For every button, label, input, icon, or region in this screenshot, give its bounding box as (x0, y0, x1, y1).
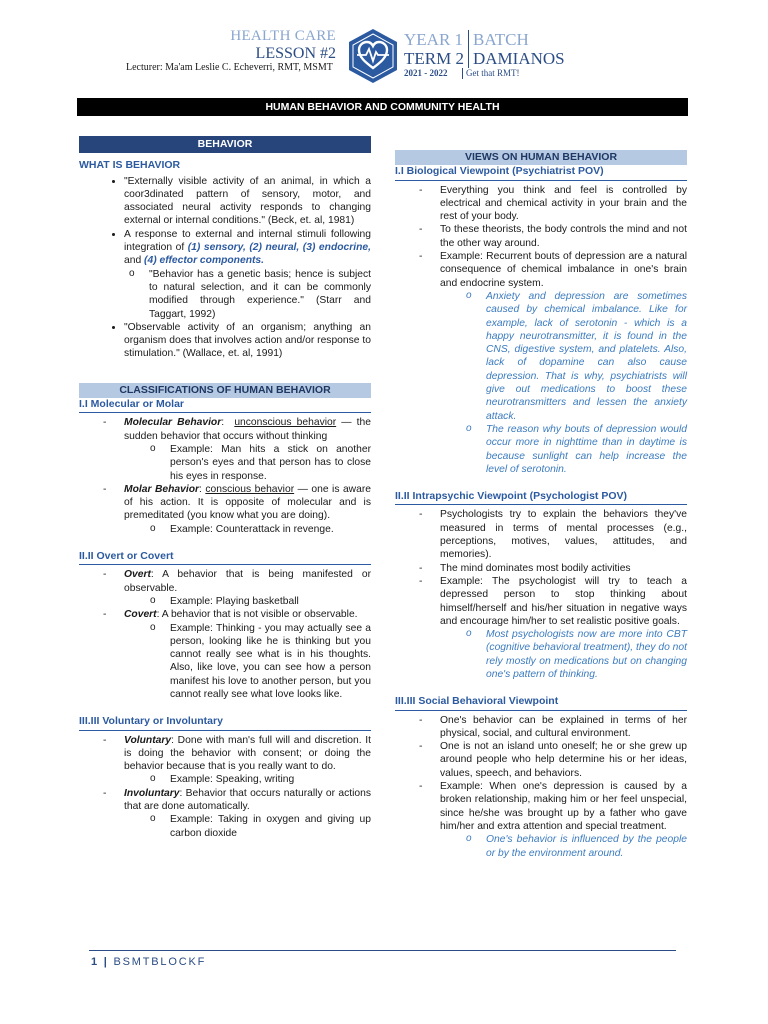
molecular-underline: unconscious behavior (234, 417, 337, 429)
footer-text: BSMTBLOCKF (113, 956, 207, 968)
definition-2-sub (124, 268, 371, 321)
covert-desc: : A behavior that is not visible or observable. (156, 609, 358, 621)
molar-item: - Molar Behavior: conscious behavior — one is aware of his action. It is opposite of molecular and is premeditated (you know what you are doing). o Example: Counterattack in revenge. (124, 483, 371, 536)
involuntary-term: Involuntary (124, 787, 180, 799)
right-column (395, 150, 687, 860)
voluntary-term: Voluntary (124, 734, 172, 746)
social-behavioral-heading: III.III Social Behavioral Viewpoint (395, 695, 687, 710)
covert-example-list (124, 622, 371, 702)
biological-note-1: o Anxiety and depression are sometimes caused by chemical imbalance. Like for example, lack of serotonin - which is a happy neurotransmitter, it is found in the CNS, digestive system, and platelets. Also, lack of dopamine can also cause depression. That is why, psychiatrists will give out medications to boost these neurotransmitters and lessen the anxiety attack. (486, 290, 687, 423)
intrapsychic-point-3 (440, 575, 687, 681)
molar-desc: — one is aware of his action. It is opposite of molecular and is premeditated (you know what you are doing). (124, 483, 371, 522)
intrapsychic-point-3-text: Example: The psychologist will try to teach a depressed person to stop thinking about himself/herself and his/her situation in negative ways and encourage him/her to set realistic positive goals. (440, 575, 687, 627)
header-left (230, 28, 336, 63)
intrapsychic-list (395, 508, 687, 681)
molar-example: o Example: Counterattack in revenge. (170, 523, 371, 536)
header-motto: Get that RMT! (462, 68, 520, 79)
molecular-example-list (124, 443, 371, 483)
header-batch: BATCH (472, 30, 529, 49)
molecular-molar-list (79, 416, 371, 536)
molecular-example: o Example: Man hits a stick on another person's eyes and that person has to close his eyes in response. (170, 443, 371, 483)
social-point-3-text: Example: When one's depression is caused by a broken relationship, making him or her feel unspecial, since he/she was brought up by a father who gave him/her and extra attention and special treatment. (440, 781, 687, 832)
intrapsychic-heading: II.II Intrapsychic Viewpoint (Psychologist POV) (395, 490, 687, 505)
biological-point-3-text: Example: Recurrent bouts of depression are a natural consequence of chemical imbalance in one's brain and endocrine system. (440, 251, 687, 289)
header-years: 2021 - 2022 (404, 68, 448, 78)
definition-3: • "Observable activity of an organism; anything an organism does that involves action and/or response to stimulation." (Wallace, et. al, 1991) (124, 321, 371, 361)
covert-term: Covert (124, 609, 157, 621)
left-column (79, 136, 371, 840)
what-is-behavior-heading: WHAT IS BEHAVIOR (79, 159, 181, 172)
social-point-3 (440, 780, 687, 860)
covert-item (124, 608, 371, 701)
views-heading: VIEWS ON HUMAN BEHAVIOR (395, 150, 687, 165)
voluntary-involuntary-list (79, 734, 371, 840)
social-note-1: o One's behavior is influenced by the people or by the environment around. (486, 833, 687, 860)
overt-covert-heading: II.II Overt or Covert (79, 550, 371, 565)
heart-pulse-hexagon-icon (347, 28, 399, 84)
molecular-item: - Molecular Behavior: unconscious behavior — the sudden behavior that occurs without thinking o Example: Man hits a stick on another person's eyes and that person has to close his eyes in response. (124, 416, 371, 482)
header-right (404, 30, 565, 79)
overt-term: Overt (124, 569, 151, 581)
footer (91, 956, 206, 968)
intrapsychic-note-1: o Most psychologists now are more into CBT (cognitive behavioral treatment), they do not rely mostly on medications but on changing one's pattern of thinking. (486, 628, 687, 681)
overt-example-list (124, 595, 371, 608)
intrapsychic-point-1: - Psychologists try to explain the behaviors they've measured in terms of mental processes (e.g., perceptions, motives, values, attitudes, and memories). (440, 508, 687, 561)
molecular-molar-heading: I.I Molecular or Molar (79, 398, 371, 413)
biological-point-3 (440, 250, 687, 476)
molecular-desc: — the sudden behavior that occurs without thinking (124, 417, 371, 442)
biological-note-2: o The reason why bouts of depression would occur more in nighttime than in daytime is because sunlight can help increase the level of serotonin. (486, 423, 687, 476)
definition-2-and: and (124, 255, 145, 267)
biological-point-2: - To these theorists, the body controls the mind and not the other way around. (440, 223, 687, 250)
biological-list (395, 184, 687, 477)
footer-divider (89, 950, 676, 951)
intrapsychic-notes (440, 628, 687, 681)
header-health-care: HEALTH CARE (230, 28, 336, 44)
social-notes (440, 833, 687, 860)
definition-2-highlight-2: (4) effector components. (144, 255, 265, 267)
molecular-term: Molecular Behavior (124, 417, 222, 429)
footer-separator: | (103, 956, 109, 968)
involuntary-example: o Example: Taking in oxygen and giving up carbon dioxide (170, 813, 371, 840)
involuntary-desc: : Behavior that occurs naturally or actions that are done automatically. (124, 787, 371, 813)
biological-notes (440, 290, 687, 476)
biological-point-1: - Everything you think and feel is controlled by electrical and chemical activity in your brain and the rest of your body. (440, 184, 687, 224)
header-year: YEAR 1 (404, 30, 464, 49)
definition-1: • "Externally visible activity of an animal, in which a coor3dinated pattern of sensory, motor, and associated neural activity responds to changing external or internal conditions." (Beck, et. al, 1981) (124, 175, 371, 228)
overt-desc: : A behavior that is being manifested or observable. (124, 569, 371, 594)
intrapsychic-point-2: - The mind dominates most bodily activities (440, 562, 687, 575)
behavior-definitions (79, 175, 371, 361)
overt-item (124, 568, 371, 608)
covert-example: o Example: Thinking - you may actually see a person, looking like he is thinking but you cannot really see what is in his thoughts. Also, like love, you can see how a person manifest his love to another person, but you cannot really see what love looks like. (170, 622, 371, 702)
voluntary-example-list (124, 773, 371, 786)
behavior-heading: BEHAVIOR (79, 136, 371, 153)
voluntary-example: o Example: Speaking, writing (170, 773, 371, 786)
molar-term: Molar Behavior (124, 483, 200, 495)
header-lecturer: Lecturer: Ma'am Leslie C. Echeverri, RMT, MSMT (126, 62, 333, 73)
social-point-1: - One's behavior can be explained in terms of her physical, social, and cultural environment. (440, 714, 687, 741)
definition-2-text: A response to external and internal stimuli following integration of (124, 228, 371, 254)
voluntary-desc: : Done with man's full will and discretion. It is doing the behavior with consent; or doing the behavior because that is you really want to do. (124, 734, 371, 773)
header-divider (468, 30, 469, 68)
classifications-heading: CLASSIFICATIONS OF HUMAN BEHAVIOR (79, 383, 371, 398)
definition-2-highlight: (1) sensory, (2) neural, (3) endocrine, (187, 242, 371, 254)
document-title: HUMAN BEHAVIOR AND COMMUNITY HEALTH (77, 98, 688, 116)
social-point-2: - One is not an island unto oneself; he or she grew up around people who help determine his or her ideas, values, speech, and behaviors. (440, 740, 687, 780)
page-number: 1 (91, 956, 99, 968)
overt-example: o Example: Playing basketball (170, 595, 371, 608)
molar-example-list (124, 523, 371, 536)
header-term: TERM 2 (404, 49, 464, 68)
overt-covert-list (79, 568, 371, 701)
definition-2 (124, 228, 371, 321)
voluntary-involuntary-heading: III.III Voluntary or Involuntary (79, 715, 371, 730)
header-lesson: LESSON #2 (255, 45, 336, 62)
voluntary-item (124, 734, 371, 787)
header-name: DAMIANOS (472, 49, 565, 68)
definition-2-quote: o "Behavior has a genetic basis; hence is subject to natural selection, and it can be commonly modified through experience." (Starr and Taggart, 1992) (149, 268, 371, 321)
involuntary-item (124, 787, 371, 840)
molar-underline: conscious behavior (205, 483, 295, 495)
biological-heading: I.I Biological Viewpoint (Psychiatrist POV) (395, 165, 687, 180)
social-behavioral-list (395, 714, 687, 860)
involuntary-example-list (124, 813, 371, 840)
